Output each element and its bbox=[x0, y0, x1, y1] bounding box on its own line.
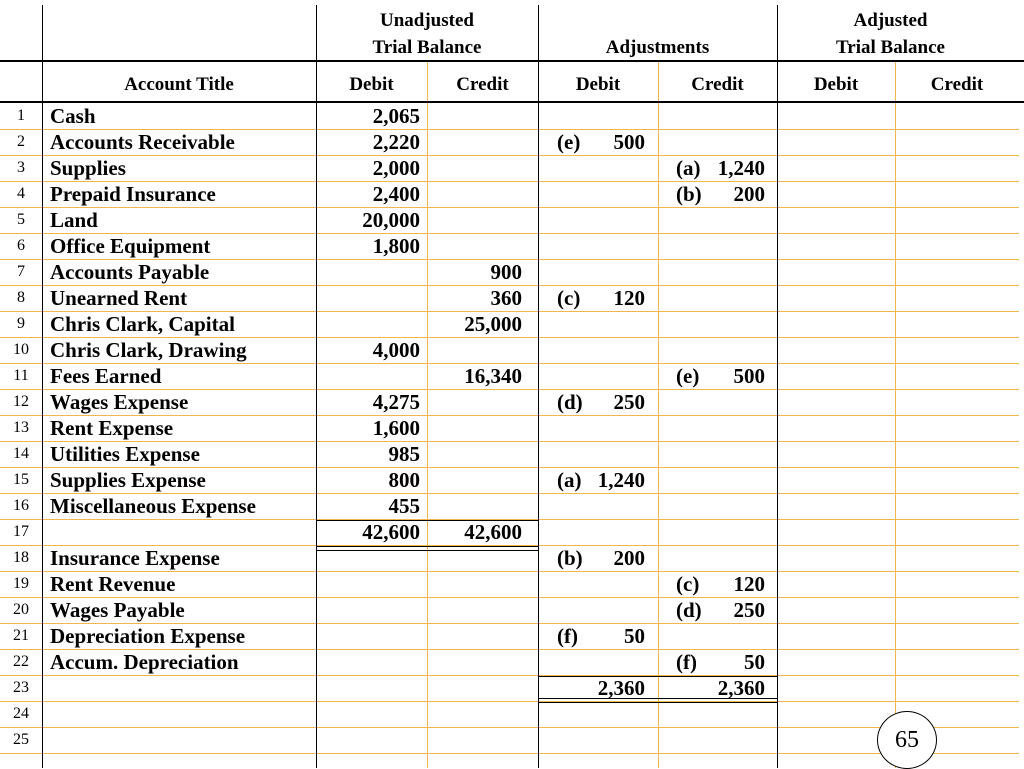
row-separator bbox=[0, 155, 1019, 156]
header-unadjusted-line1: Unadjusted bbox=[380, 10, 474, 31]
column-rule bbox=[538, 5, 539, 768]
column-rule bbox=[777, 5, 778, 768]
adjustment-amount: 1,240 bbox=[597, 468, 645, 492]
adjustment-amount: 500 bbox=[613, 130, 645, 154]
adjustment-reference: (f) bbox=[557, 624, 578, 648]
header-unadjusted-line2: Trial Balance bbox=[372, 37, 482, 58]
unadjusted-debit-value: 2,220 bbox=[372, 130, 420, 154]
header-rule bbox=[0, 101, 1024, 103]
account-title: Land bbox=[50, 208, 98, 232]
account-title: Unearned Rent bbox=[50, 286, 188, 310]
adjustment-reference: (d) bbox=[557, 390, 583, 414]
row-number: 25 bbox=[13, 731, 29, 748]
row-separator bbox=[0, 753, 1019, 754]
adjustment-amount: 2,360 bbox=[597, 676, 645, 700]
account-title: Rent Expense bbox=[50, 416, 174, 440]
adjustment-reference: (e) bbox=[676, 364, 700, 388]
row-number: 22 bbox=[13, 653, 29, 670]
adjustment-reference: (a) bbox=[557, 468, 582, 492]
unadjusted-debit-value: 800 bbox=[388, 468, 420, 492]
unadjusted-credit-value: 42,600 bbox=[464, 520, 522, 544]
account-title: Office Equipment bbox=[50, 234, 211, 258]
row-number: 23 bbox=[13, 679, 29, 696]
adjustment-amount: 250 bbox=[733, 598, 765, 622]
column-separator bbox=[658, 60, 659, 768]
adjustment-reference: (e) bbox=[557, 130, 581, 154]
account-title: Utilities Expense bbox=[50, 442, 200, 466]
row-number: 12 bbox=[13, 393, 29, 410]
adjustment-reference: (c) bbox=[676, 572, 700, 596]
column-rule bbox=[316, 5, 317, 768]
unadjusted-credit-value: 16,340 bbox=[464, 364, 522, 388]
account-title: Wages Expense bbox=[50, 390, 189, 414]
column-separator bbox=[427, 60, 428, 768]
adjustment-reference: (b) bbox=[676, 182, 702, 206]
adjustment-amount: 120 bbox=[613, 286, 645, 310]
account-title: Accum. Depreciation bbox=[50, 650, 239, 674]
unadjusted-debit-value: 2,400 bbox=[372, 182, 420, 206]
adjustment-amount: 250 bbox=[613, 390, 645, 414]
double-total-rule bbox=[316, 546, 538, 547]
row-number: 9 bbox=[17, 315, 25, 332]
row-number: 1 bbox=[17, 107, 25, 124]
account-title: Prepaid Insurance bbox=[50, 182, 216, 206]
header-adj-credit: Credit bbox=[691, 74, 744, 95]
unadjusted-debit-value: 42,600 bbox=[362, 520, 420, 544]
account-title: Fees Earned bbox=[50, 364, 162, 388]
row-number: 13 bbox=[13, 419, 29, 436]
adjustment-reference: (a) bbox=[676, 156, 701, 180]
adjustment-amount: 500 bbox=[733, 364, 765, 388]
adjustment-amount: 50 bbox=[744, 650, 765, 674]
row-number: 5 bbox=[17, 211, 25, 228]
row-number: 16 bbox=[13, 497, 29, 514]
row-separator bbox=[0, 727, 1019, 728]
row-separator bbox=[0, 207, 1019, 208]
row-number: 20 bbox=[13, 601, 29, 618]
row-separator bbox=[0, 675, 1019, 676]
double-total-rule bbox=[538, 702, 777, 703]
account-title: Depreciation Expense bbox=[50, 624, 246, 648]
unadjusted-debit-value: 985 bbox=[388, 442, 420, 466]
row-number: 3 bbox=[17, 159, 25, 176]
row-number: 14 bbox=[13, 445, 29, 462]
unadjusted-debit-value: 1,600 bbox=[372, 416, 420, 440]
unadjusted-debit-value: 1,800 bbox=[372, 234, 420, 258]
adjustment-amount: 2,360 bbox=[717, 676, 765, 700]
unadjusted-credit-value: 900 bbox=[490, 260, 522, 284]
adjustment-amount: 1,240 bbox=[717, 156, 765, 180]
account-title: Rent Revenue bbox=[50, 572, 176, 596]
row-number: 2 bbox=[17, 133, 25, 150]
adjustment-reference: (c) bbox=[557, 286, 581, 310]
header-adjusted-line1: Adjusted bbox=[853, 10, 928, 31]
header-atb-credit: Credit bbox=[930, 74, 984, 95]
slide-number: 65 bbox=[895, 726, 919, 753]
account-title: Insurance Expense bbox=[50, 546, 220, 570]
row-number: 21 bbox=[13, 627, 29, 644]
row-number: 10 bbox=[13, 341, 29, 358]
adjustment-amount: 200 bbox=[733, 182, 765, 206]
row-number: 17 bbox=[13, 523, 29, 540]
account-title: Chris Clark, Capital bbox=[50, 312, 235, 336]
row-number: 8 bbox=[17, 289, 25, 306]
row-number: 11 bbox=[13, 367, 29, 384]
account-title: Accounts Receivable bbox=[50, 130, 235, 154]
header-adjustments: Adjustments bbox=[605, 37, 710, 58]
header-utb-credit: Credit bbox=[456, 74, 509, 95]
row-number: 6 bbox=[17, 237, 25, 254]
row-number: 18 bbox=[13, 549, 29, 566]
unadjusted-debit-value: 20,000 bbox=[362, 208, 420, 232]
account-title: Supplies bbox=[50, 156, 126, 180]
row-number: 4 bbox=[17, 185, 25, 202]
header-adjusted-line2: Trial Balance bbox=[836, 37, 945, 58]
unadjusted-debit-value: 2,065 bbox=[372, 104, 420, 128]
double-total-rule bbox=[316, 550, 538, 551]
header-account-title: Account Title bbox=[124, 74, 234, 95]
unadjusted-credit-value: 360 bbox=[490, 286, 522, 310]
adjustment-amount: 200 bbox=[613, 546, 645, 570]
account-title: Chris Clark, Drawing bbox=[50, 338, 247, 362]
account-title: Accounts Payable bbox=[50, 260, 210, 284]
header-atb-debit: Debit bbox=[813, 74, 859, 95]
header-adj-debit: Debit bbox=[575, 74, 621, 95]
unadjusted-debit-value: 455 bbox=[388, 494, 420, 518]
account-title: Miscellaneous Expense bbox=[50, 494, 256, 518]
adjustment-reference: (d) bbox=[676, 598, 702, 622]
row-number: 19 bbox=[13, 575, 29, 592]
adjustment-amount: 120 bbox=[733, 572, 765, 596]
adjustment-reference: (f) bbox=[676, 650, 697, 674]
account-title: Cash bbox=[50, 104, 96, 128]
unadjusted-credit-value: 25,000 bbox=[464, 312, 522, 336]
unadjusted-debit-value: 4,000 bbox=[372, 338, 420, 362]
column-rule bbox=[42, 5, 43, 768]
account-title: Wages Payable bbox=[50, 598, 185, 622]
row-number: 7 bbox=[17, 263, 25, 280]
slide-number-badge bbox=[877, 711, 937, 769]
adjustment-reference: (b) bbox=[557, 546, 583, 570]
header-utb-debit: Debit bbox=[349, 74, 394, 95]
account-title: Supplies Expense bbox=[50, 468, 206, 492]
row-number: 15 bbox=[13, 471, 29, 488]
unadjusted-debit-value: 2,000 bbox=[372, 156, 420, 180]
unadjusted-debit-value: 4,275 bbox=[372, 390, 420, 414]
row-separator bbox=[0, 701, 1019, 702]
column-separator bbox=[895, 60, 896, 768]
adjustment-amount: 50 bbox=[624, 624, 645, 648]
row-number: 24 bbox=[13, 705, 29, 722]
